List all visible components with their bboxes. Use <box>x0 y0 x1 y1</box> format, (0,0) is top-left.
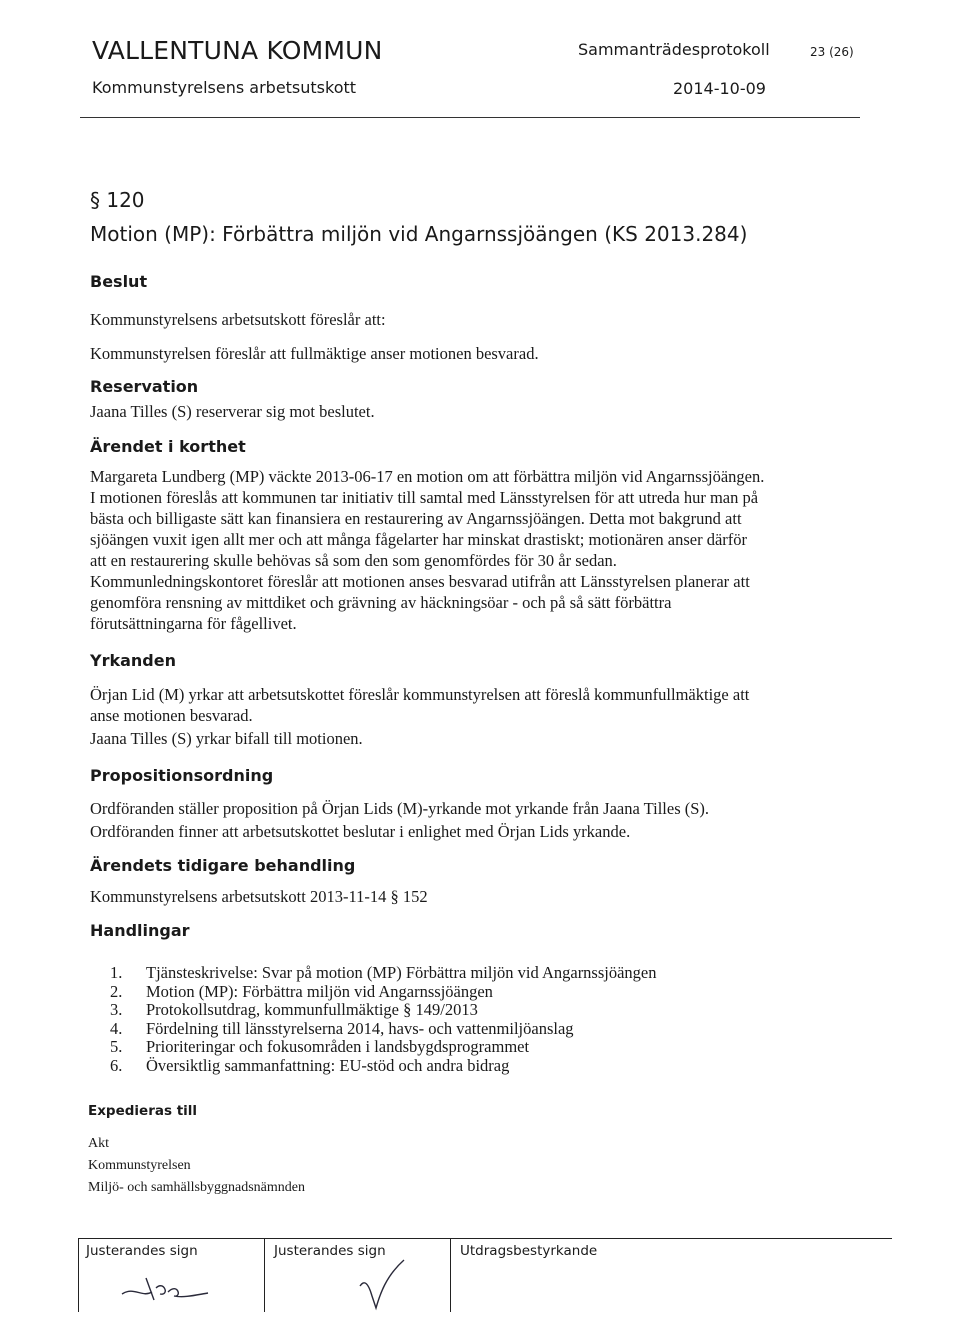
beslut-line: Kommunstyrelsens arbetsutskott föreslår att: <box>90 310 386 329</box>
list-item-number: 3. <box>110 1000 123 1020</box>
beslut-line: Kommunstyrelsen föreslår att fullmäktige anser motionen besvarad. <box>90 344 539 363</box>
handwritten-signature-2 <box>346 1256 426 1312</box>
yrkanden-line: Örjan Lid (M) yrkar att arbetsutskottet föreslår kommunstyrelsen att föreslå kommunfullmäktige att <box>90 685 750 704</box>
arendet-line: bästa och billigaste sätt kan finansiera en restaurering av Angarnssjöängen. Detta mot bakgrund att <box>90 509 742 528</box>
arendet-line: Kommunledningskontoret föreslår att motionen anses besvarad utifrån att Länsstyrelsen planerar att <box>90 572 750 591</box>
tidigare-text: Kommunstyrelsens arbetsutskott 2013-11-14 § 152 <box>90 887 428 906</box>
list-item <box>110 1038 657 1057</box>
expedieras-heading: Expedieras till <box>88 1103 198 1119</box>
signature-label: Justerandes sign <box>86 1243 198 1259</box>
document-type: Sammanträdesprotokoll <box>578 40 770 59</box>
beslut-heading: Beslut <box>90 272 148 291</box>
arendet-line: genomföra rensning av mittdiket och grävning av häckningsöar - och på så sätt förbättra <box>90 593 672 612</box>
header-divider <box>80 117 860 118</box>
yrkanden-heading: Yrkanden <box>90 651 176 670</box>
arendet-heading: Ärendet i korthet <box>90 437 246 456</box>
meeting-date: 2014-10-09 <box>673 79 766 98</box>
signature-table <box>78 1238 892 1312</box>
list-item-text: Fördelning till länsstyrelserna 2014, havs- och vattenmiljöanslag <box>146 1018 574 1038</box>
page-number: 23 (26) <box>810 45 854 59</box>
list-item-text: Översiktlig sammanfattning: EU-stöd och andra bidrag <box>146 1055 510 1075</box>
paragraph-number: § 120 <box>90 188 145 212</box>
list-item-number: 1. <box>110 963 123 982</box>
list-item <box>110 983 657 1002</box>
paragraph-title: Motion (MP): Förbättra miljön vid Angarnssjöängen (KS 2013.284) <box>90 222 748 246</box>
yrkanden-line: Jaana Tilles (S) yrkar bifall till motionen. <box>90 729 363 748</box>
yrkanden-body <box>90 684 749 726</box>
arendet-line: Margareta Lundberg (MP) väckte 2013-06-17 en motion om att förbättra miljön vid Angarnssjöängen. <box>90 467 765 486</box>
list-item-number: 6. <box>110 1055 123 1075</box>
proposition-line: Ordföranden ställer proposition på Örjan Lids (M)-yrkande mot yrkande från Jaana Tilles (S). <box>90 799 710 818</box>
list-item-number: 2. <box>110 981 123 1001</box>
arendet-line: I motionen föreslås att kommunen tar initiativ till samtal med Länsstyrelsen för att utreda hur man på <box>90 488 759 507</box>
arendet-line: förutsättningarna för fågellivet. <box>90 614 297 633</box>
signature-label: Utdragsbestyrkande <box>460 1243 598 1259</box>
handlingar-list <box>110 964 657 1076</box>
tidigare-heading: Ärendets tidigare behandling <box>90 856 356 875</box>
signature-label: Justerandes sign <box>274 1243 386 1259</box>
signature-table-border <box>78 1238 79 1312</box>
arendet-body <box>90 466 764 634</box>
handwritten-signature-1 <box>112 1268 212 1308</box>
proposition-line: Ordföranden finner att arbetsutskottet beslutar i enlighet med Örjan Lids yrkande. <box>90 822 631 841</box>
list-item <box>110 964 657 983</box>
reservation-text: Jaana Tilles (S) reserverar sig mot beslutet. <box>90 402 375 421</box>
list-item-number: 5. <box>110 1037 123 1057</box>
signature-table-border <box>264 1238 265 1312</box>
yrkanden-line: anse motionen besvarad. <box>90 706 253 725</box>
list-item <box>110 1057 657 1076</box>
arendet-line: sjöängen vuxit igen allt mer och att många fågelarter har minskat drastiskt; motionären anser därför <box>90 530 748 549</box>
signature-table-border <box>450 1238 451 1312</box>
recipient: Akt <box>88 1136 109 1151</box>
list-item-number: 4. <box>110 1018 123 1038</box>
list-item-text: Protokollsutdrag, kommunfullmäktige § 149/2013 <box>146 1000 478 1020</box>
committee-name: Kommunstyrelsens arbetsutskott <box>92 78 357 97</box>
list-item-text: Prioriteringar och fokusområden i landsbygdsprogrammet <box>146 1037 530 1057</box>
list-item <box>110 1020 657 1039</box>
reservation-heading: Reservation <box>90 377 199 396</box>
list-item <box>110 1001 657 1020</box>
list-item-text: Motion (MP): Förbättra miljön vid Angarnssjöängen <box>146 981 493 1001</box>
recipient: Miljö- och samhällsbyggnadsnämnden <box>88 1180 305 1195</box>
organization-name: VALLENTUNA KOMMUN <box>92 36 383 65</box>
list-item-text: Tjänsteskrivelse: Svar på motion (MP) Förbättra miljön vid Angarnssjöängen <box>146 963 657 982</box>
proposition-heading: Propositionsordning <box>90 766 274 785</box>
recipient: Kommunstyrelsen <box>88 1158 191 1173</box>
arendet-line: att en restaurering skulle behövas så som den som genomfördes för 30 år sedan. <box>90 551 617 570</box>
signature-table-top-border <box>78 1238 892 1239</box>
handlingar-heading: Handlingar <box>90 921 190 940</box>
